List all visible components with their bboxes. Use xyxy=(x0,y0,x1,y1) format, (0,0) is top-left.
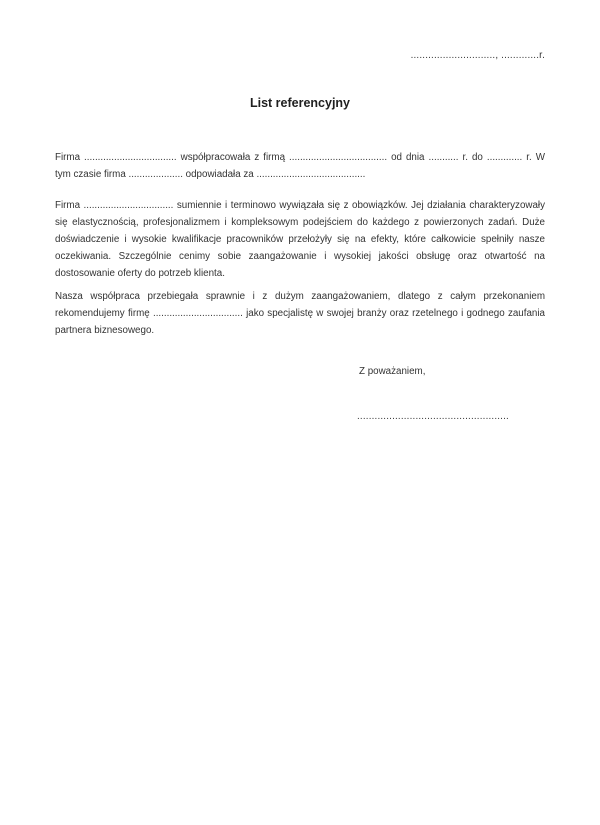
date-placeholder-line: ............................., .............r. xyxy=(410,50,545,61)
paragraph-evaluation: Firma ................................. sumiennie i terminowo wywiązała się z obowiązków. Jej działania charakteryzowały się elastycznością, profesjonalizmem i kompleksowym podejściem do każdego z powierzonych zadań. Duże doświadczenie i wysokie kwalifikacje pracowników przełożyły się na efekty, które całkowicie spełniły nasze oczekiwania. Szczególnie cenimy sobie zaangażowanie i wysokiej jakości obsługę oraz otwartość na dostosowanie oferty do potrzeb klienta. xyxy=(55,200,545,279)
signature-dotted-line: .................................................... xyxy=(357,411,509,422)
document-title: List referencyjny xyxy=(249,96,351,110)
paragraph-intro: Firma .................................. współpracowała z firmą .................................... od dnia ........... r. do ............. r. W tym czasie firma .................... odpowiadała za ........................................ xyxy=(55,152,545,180)
paragraph-recommendation: Nasza współpraca przebiegała sprawnie i z dużym zaangażowaniem, dlatego z całym przekonaniem rekomendujemy firmę ................................. jako specjalistę w swojej branży oraz rzetelnego i godnego zaufania partnera biznesowego. xyxy=(55,291,545,336)
closing-salutation: Z poważaniem, xyxy=(359,366,426,377)
